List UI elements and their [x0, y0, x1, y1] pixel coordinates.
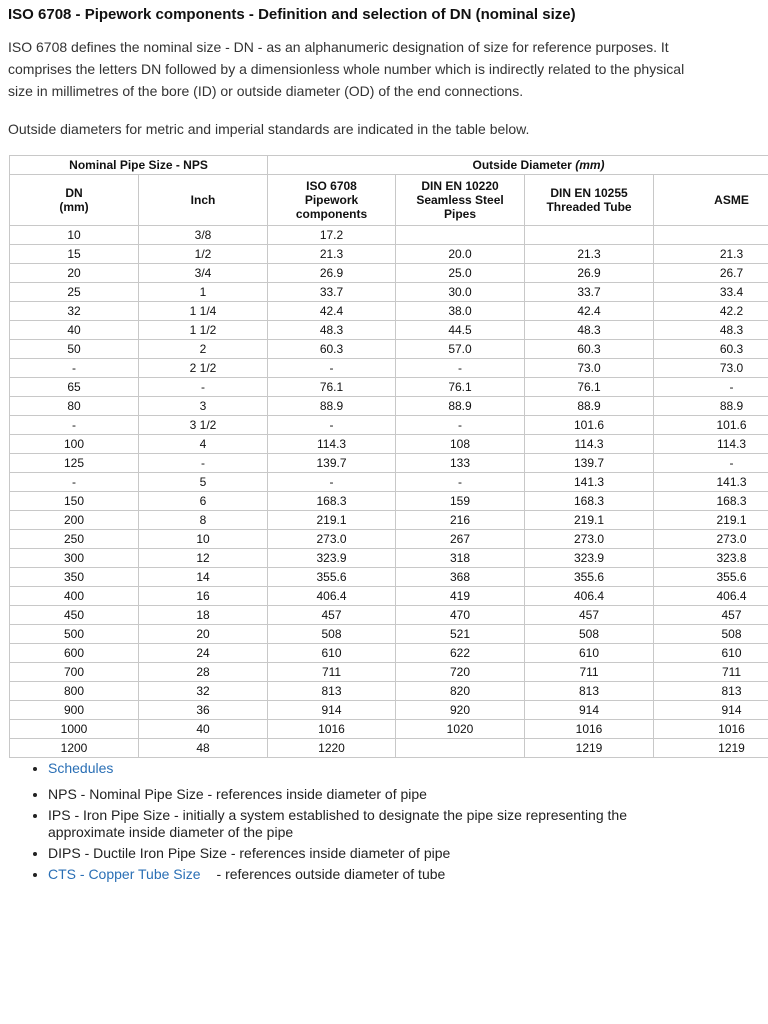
table-cell: 4 [139, 435, 268, 454]
table-cell: 406.4 [525, 587, 654, 606]
table-cell: - [396, 416, 525, 435]
table-cell: 813 [654, 682, 768, 701]
table-cell: 323.8 [654, 549, 768, 568]
table-cell: 813 [525, 682, 654, 701]
od-table-container [9, 155, 768, 758]
table-cell: 457 [525, 606, 654, 625]
table-cell: 500 [10, 625, 139, 644]
table-cell: 141.3 [654, 473, 768, 492]
table-cell: 60.3 [268, 340, 396, 359]
table-cell: - [654, 454, 768, 473]
table-cell: 168.3 [654, 492, 768, 511]
link-list [28, 760, 627, 777]
header-din10220 [396, 175, 525, 226]
intro-line: ISO 6708 defines the nominal size - DN - as an alphanumeric designation of size for reference purposes. It [8, 39, 669, 55]
table-row [10, 625, 768, 644]
table-row [10, 245, 768, 264]
intro-line: size in millimetres of the bore (ID) or outside diameter (OD) of the end connections. [8, 83, 524, 99]
table-cell: 25 [10, 283, 139, 302]
table-cell: 21.3 [525, 245, 654, 264]
table-row [10, 416, 768, 435]
table-cell: 914 [654, 701, 768, 720]
table-cell: 101.6 [525, 416, 654, 435]
table-cell: 42.2 [654, 302, 768, 321]
table-cell: 40 [139, 720, 268, 739]
table-cell: 101.6 [654, 416, 768, 435]
table-cell: 406.4 [268, 587, 396, 606]
table-cell: 141.3 [525, 473, 654, 492]
table-cell: 168.3 [525, 492, 654, 511]
table-cell: 28 [139, 663, 268, 682]
table-cell: 114.3 [268, 435, 396, 454]
table-cell: 114.3 [525, 435, 654, 454]
table-row [10, 663, 768, 682]
table-cell: 219.1 [525, 511, 654, 530]
table-cell: 1/2 [139, 245, 268, 264]
table-cell: 323.9 [525, 549, 654, 568]
table-row [10, 321, 768, 340]
table-cell: 15 [10, 245, 139, 264]
table-cell: 26.9 [268, 264, 396, 283]
table-cell: 622 [396, 644, 525, 663]
table-cell: 159 [396, 492, 525, 511]
header-din10255-line: DIN EN 10255 [550, 186, 628, 200]
table-row [10, 454, 768, 473]
nps-definition: • NPS - Nominal Pipe Size - references inside diameter of pipe [48, 786, 627, 803]
table-cell: 60.3 [525, 340, 654, 359]
table-cell: 1219 [525, 739, 654, 758]
table-row [10, 587, 768, 606]
table-row [10, 226, 768, 245]
table-cell: 88.9 [396, 397, 525, 416]
table-cell: 14 [139, 568, 268, 587]
header-din10220-line: DIN EN 10220 [421, 179, 499, 193]
header-iso-line: Pipework [304, 193, 359, 207]
table-cell: 1220 [268, 739, 396, 758]
outside-diameter-table [9, 155, 768, 758]
table-cell: 800 [10, 682, 139, 701]
table-cell: 65 [10, 378, 139, 397]
table-cell: 60.3 [654, 340, 768, 359]
table-cell: 711 [654, 663, 768, 682]
table-cell: 355.6 [654, 568, 768, 587]
table-cell: 508 [525, 625, 654, 644]
header-din10255 [525, 175, 654, 226]
table-cell: 48.3 [268, 321, 396, 340]
table-cell: 720 [396, 663, 525, 682]
header-din10220-line: Pipes [444, 207, 477, 221]
header-asme: ASME [654, 175, 768, 226]
header-dn [10, 175, 139, 226]
table-cell: 219.1 [268, 511, 396, 530]
table-cell: 900 [10, 701, 139, 720]
header-dn-line: DN [65, 186, 83, 200]
table-caption: Outside diameters for metric and imperial standards are indicated in the table below. [8, 121, 530, 137]
list-item [48, 760, 627, 777]
table-cell: 406.4 [654, 587, 768, 606]
table-cell: 20.0 [396, 245, 525, 264]
table-cell: - [268, 359, 396, 378]
table-cell: 73.0 [525, 359, 654, 378]
table-cell: 88.9 [654, 397, 768, 416]
table-cell: 20 [10, 264, 139, 283]
table-cell: 57.0 [396, 340, 525, 359]
table-cell: - [268, 416, 396, 435]
table-cell [525, 226, 654, 245]
table-cell: 76.1 [525, 378, 654, 397]
table-cell: 76.1 [268, 378, 396, 397]
table-cell: 610 [268, 644, 396, 663]
table-cell: 1 [139, 283, 268, 302]
table-cell: 1016 [525, 720, 654, 739]
table-cell: 2 1/2 [139, 359, 268, 378]
table-cell: 711 [525, 663, 654, 682]
table-cell: 457 [268, 606, 396, 625]
table-cell: - [139, 378, 268, 397]
header-od-group [268, 156, 768, 175]
table-cell: 273.0 [268, 530, 396, 549]
table-row [10, 720, 768, 739]
table-cell: 219.1 [654, 511, 768, 530]
table-row [10, 473, 768, 492]
table-cell [654, 226, 768, 245]
intro-paragraph [8, 36, 768, 140]
table-cell: 24 [139, 644, 268, 663]
table-cell: 400 [10, 587, 139, 606]
table-row [10, 378, 768, 397]
table-row [10, 549, 768, 568]
table-cell: 5 [139, 473, 268, 492]
table-cell: - [10, 359, 139, 378]
table-row [10, 701, 768, 720]
table-cell: 350 [10, 568, 139, 587]
header-din10255-line: Threaded Tube [546, 200, 632, 214]
table-row [10, 264, 768, 283]
table-cell: 18 [139, 606, 268, 625]
table-cell: 1 1/4 [139, 302, 268, 321]
cts-link[interactable]: CTS - Copper Tube Size [48, 866, 201, 882]
table-cell: 355.6 [525, 568, 654, 587]
table-cell: 48.3 [654, 321, 768, 340]
header-iso-line: components [295, 207, 368, 221]
table-cell: 2 [139, 340, 268, 359]
table-cell: 33.7 [525, 283, 654, 302]
table-cell: 30.0 [396, 283, 525, 302]
schedules-link[interactable]: Schedules [48, 760, 114, 776]
table-cell: 1 1/2 [139, 321, 268, 340]
table-cell: 48.3 [525, 321, 654, 340]
table-cell: 21.3 [268, 245, 396, 264]
table-cell: 73.0 [654, 359, 768, 378]
definitions-list [28, 786, 627, 883]
table-cell: - [654, 378, 768, 397]
intro-line: comprises the letters DN followed by a dimensionless whole number which is indirectly related to the physical [8, 61, 685, 77]
table-cell: 108 [396, 435, 525, 454]
table-row [10, 359, 768, 378]
table-cell: 610 [654, 644, 768, 663]
table-cell: 1219 [654, 739, 768, 758]
table-cell: 3 1/2 [139, 416, 268, 435]
table-cell: 42.4 [268, 302, 396, 321]
header-nps-group: Nominal Pipe Size - NPS [10, 156, 268, 175]
table-cell: 139.7 [268, 454, 396, 473]
table-cell: 26.9 [525, 264, 654, 283]
table-cell: 88.9 [525, 397, 654, 416]
table-cell: 273.0 [654, 530, 768, 549]
table-cell: 250 [10, 530, 139, 549]
header-inch: Inch [139, 175, 268, 226]
table-cell: 3 [139, 397, 268, 416]
table-cell: 168.3 [268, 492, 396, 511]
table-cell: 419 [396, 587, 525, 606]
table-cell: 1016 [654, 720, 768, 739]
table-cell: 10 [139, 530, 268, 549]
table-row [10, 302, 768, 321]
table-cell: 323.9 [268, 549, 396, 568]
table-cell: 6 [139, 492, 268, 511]
table-cell: 700 [10, 663, 139, 682]
paragraph-gap [8, 102, 768, 118]
table-cell: 3/4 [139, 264, 268, 283]
table-cell: 1020 [396, 720, 525, 739]
table-cell: 300 [10, 549, 139, 568]
table-row [10, 511, 768, 530]
table-cell: 521 [396, 625, 525, 644]
table-cell: 1016 [268, 720, 396, 739]
table-cell [396, 226, 525, 245]
table-cell: 17.2 [268, 226, 396, 245]
header-din10220-line: Seamless Steel [416, 193, 504, 207]
table-cell: 114.3 [654, 435, 768, 454]
header-od-unit: (mm) [575, 158, 605, 172]
table-cell: 1200 [10, 739, 139, 758]
table-cell: 139.7 [525, 454, 654, 473]
cts-description: - references outside diameter of tube [216, 866, 446, 882]
page-title: ISO 6708 - Pipework components - Definition and selection of DN (nominal size) [8, 6, 576, 23]
table-cell: 16 [139, 587, 268, 606]
table-cell: 42.4 [525, 302, 654, 321]
table-cell: - [139, 454, 268, 473]
table-cell: 76.1 [396, 378, 525, 397]
table-cell [396, 739, 525, 758]
table-cell: 25.0 [396, 264, 525, 283]
table-cell: 470 [396, 606, 525, 625]
table-cell: 820 [396, 682, 525, 701]
ips-definition [48, 807, 627, 841]
table-cell: 36 [139, 701, 268, 720]
table-cell: 3/8 [139, 226, 268, 245]
table-cell: 21.3 [654, 245, 768, 264]
table-row [10, 739, 768, 758]
notes-section [28, 760, 627, 887]
cts-definition [48, 866, 627, 883]
table-cell: 273.0 [525, 530, 654, 549]
table-row [10, 644, 768, 663]
table-cell: 26.7 [654, 264, 768, 283]
table-cell: 12 [139, 549, 268, 568]
table-cell: 600 [10, 644, 139, 663]
table-cell: 88.9 [268, 397, 396, 416]
table-row [10, 682, 768, 701]
table-cell: 40 [10, 321, 139, 340]
table-cell: 10 [10, 226, 139, 245]
table-cell: 216 [396, 511, 525, 530]
ips-line: approximate inside diameter of the pipe [48, 824, 294, 840]
table-cell: 100 [10, 435, 139, 454]
table-cell: 711 [268, 663, 396, 682]
table-cell: 610 [525, 644, 654, 663]
ips-line: IPS - Iron Pipe Size - initially a system established to designate the pipe size representing the [48, 807, 627, 823]
table-cell: 48 [139, 739, 268, 758]
table-cell: 450 [10, 606, 139, 625]
table-cell: 508 [268, 625, 396, 644]
table-cell: 368 [396, 568, 525, 587]
table-cell: 1000 [10, 720, 139, 739]
table-cell: 20 [139, 625, 268, 644]
header-dn-unit: (mm) [59, 200, 89, 214]
table-cell: 813 [268, 682, 396, 701]
table-cell: 914 [525, 701, 654, 720]
table-body [10, 226, 768, 758]
table-cell: 32 [139, 682, 268, 701]
table-cell: 125 [10, 454, 139, 473]
header-od-label: Outside Diameter [472, 158, 572, 172]
table-row [10, 283, 768, 302]
table-cell: - [10, 473, 139, 492]
table-cell: 200 [10, 511, 139, 530]
table-cell: 457 [654, 606, 768, 625]
table-cell: 38.0 [396, 302, 525, 321]
dips-definition: • DIPS - Ductile Iron Pipe Size - references inside diameter of pipe [48, 845, 627, 862]
table-cell: - [268, 473, 396, 492]
table-cell: 80 [10, 397, 139, 416]
header-iso-line: ISO 6708 [306, 179, 357, 193]
table-row [10, 606, 768, 625]
table-cell: - [396, 359, 525, 378]
table-cell: - [10, 416, 139, 435]
table-cell: 44.5 [396, 321, 525, 340]
table-cell: 318 [396, 549, 525, 568]
table-cell: 133 [396, 454, 525, 473]
table-cell: 920 [396, 701, 525, 720]
table-row [10, 435, 768, 454]
table-cell: 50 [10, 340, 139, 359]
table-cell: 508 [654, 625, 768, 644]
table-cell: 267 [396, 530, 525, 549]
table-cell: 32 [10, 302, 139, 321]
table-row [10, 397, 768, 416]
table-cell: 355.6 [268, 568, 396, 587]
table-cell: 33.4 [654, 283, 768, 302]
table-row [10, 530, 768, 549]
table-cell: - [396, 473, 525, 492]
table-cell: 8 [139, 511, 268, 530]
table-row [10, 340, 768, 359]
table-cell: 150 [10, 492, 139, 511]
table-row [10, 492, 768, 511]
header-iso6708 [268, 175, 396, 226]
table-cell: 914 [268, 701, 396, 720]
table-cell: 33.7 [268, 283, 396, 302]
table-row [10, 568, 768, 587]
